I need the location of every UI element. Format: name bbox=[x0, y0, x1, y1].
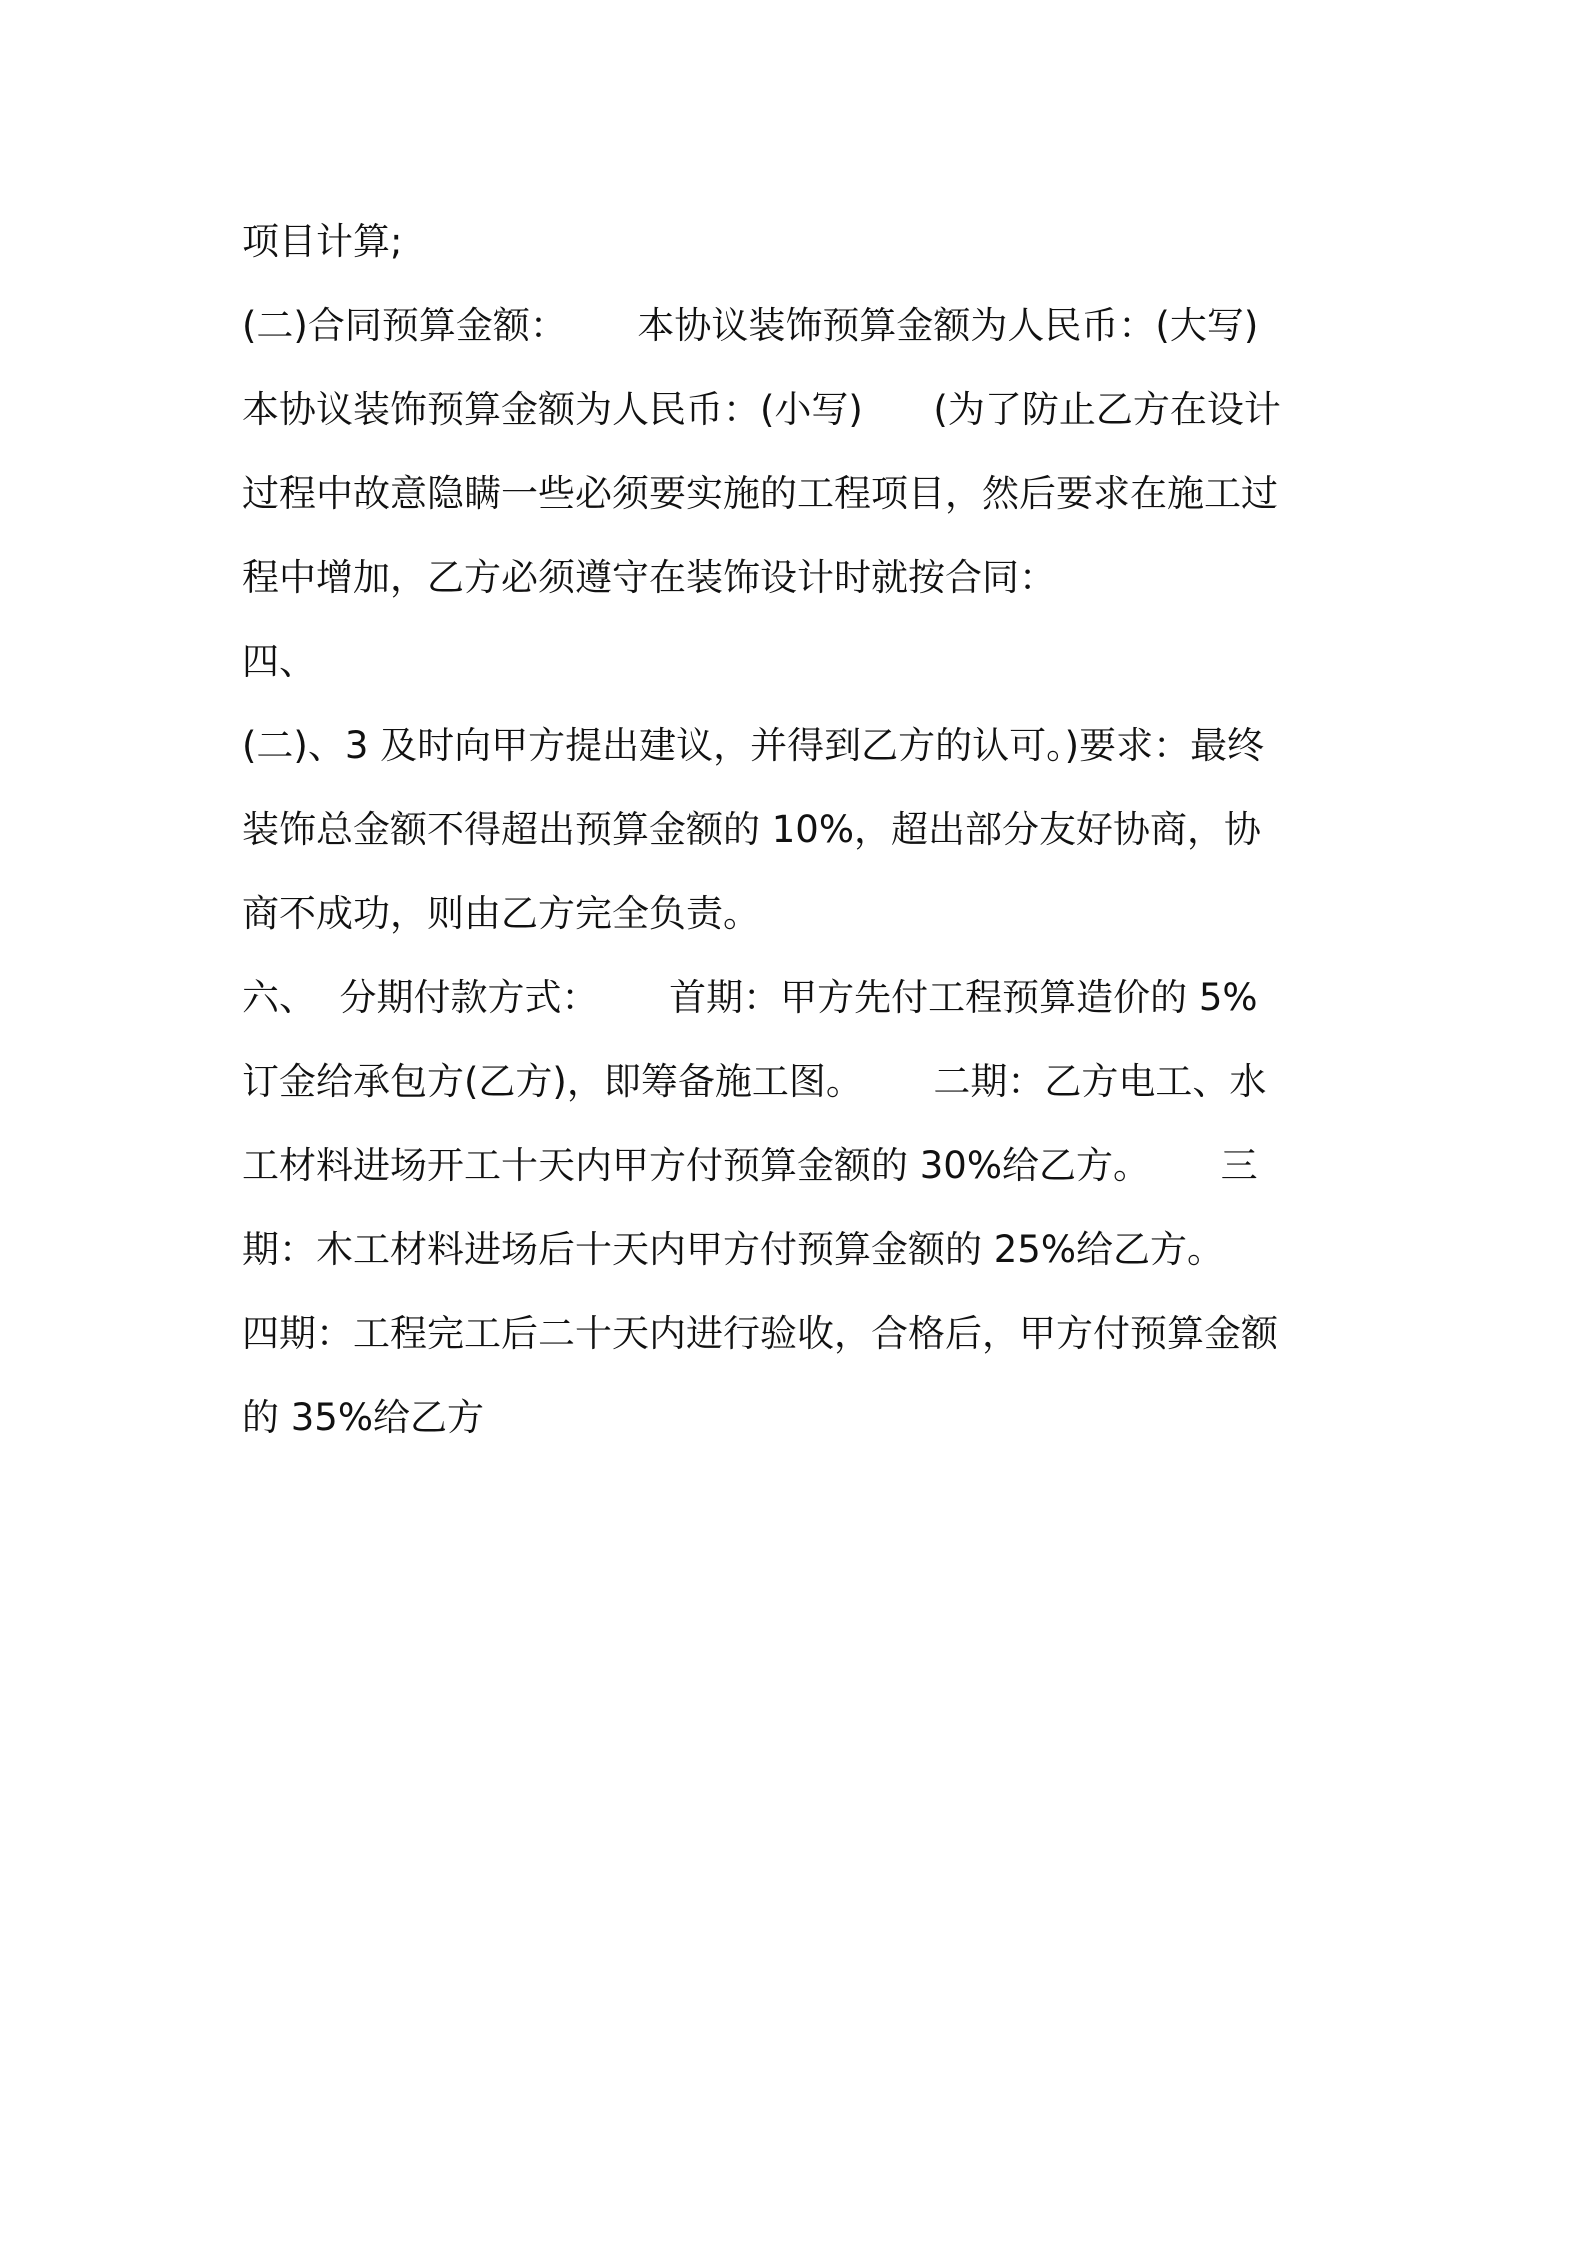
text-line: 商不成功，则由乙方完全负责。 bbox=[242, 892, 760, 935]
text-line: (二)合同预算金额： 本协议装饰预算金额为人民币：(大写) bbox=[242, 304, 1259, 347]
text-line: 四、 bbox=[242, 640, 316, 683]
text-line: 订金给承包方(乙方)，即筹备施工图。 二期：乙方电工、水 bbox=[242, 1060, 1267, 1103]
text-line: 装饰总金额不得超出预算金额的 10%，超出部分友好协商，协 bbox=[242, 808, 1261, 851]
text-line: 过程中故意隐瞒一些必须要实施的工程项目，然后要求在施工过 bbox=[242, 472, 1278, 515]
document-body bbox=[242, 200, 1352, 1460]
text-line: 工材料进场开工十天内甲方付预算金额的 30%给乙方。 三 bbox=[242, 1144, 1258, 1187]
text-line: 本协议装饰预算金额为人民币：(小写) (为了防止乙方在设计 bbox=[242, 388, 1281, 431]
text-line: 六、 分期付款方式： 首期：甲方先付工程预算造价的 5% bbox=[242, 976, 1258, 1019]
text-line: 的 35%给乙方 bbox=[242, 1396, 484, 1439]
text-line: 期：木工材料进场后十天内甲方付预算金额的 25%给乙方。 bbox=[242, 1228, 1224, 1271]
text-line: 程中增加，乙方必须遵守在装饰设计时就按合同： bbox=[242, 556, 1056, 599]
text-line: 四期：工程完工后二十天内进行验收，合格后，甲方付预算金额 bbox=[242, 1312, 1278, 1355]
text-line: 项目计算; bbox=[242, 220, 403, 263]
text-line: (二)、3 及时向甲方提出建议，并得到乙方的认可。)要求：最终 bbox=[242, 724, 1265, 767]
